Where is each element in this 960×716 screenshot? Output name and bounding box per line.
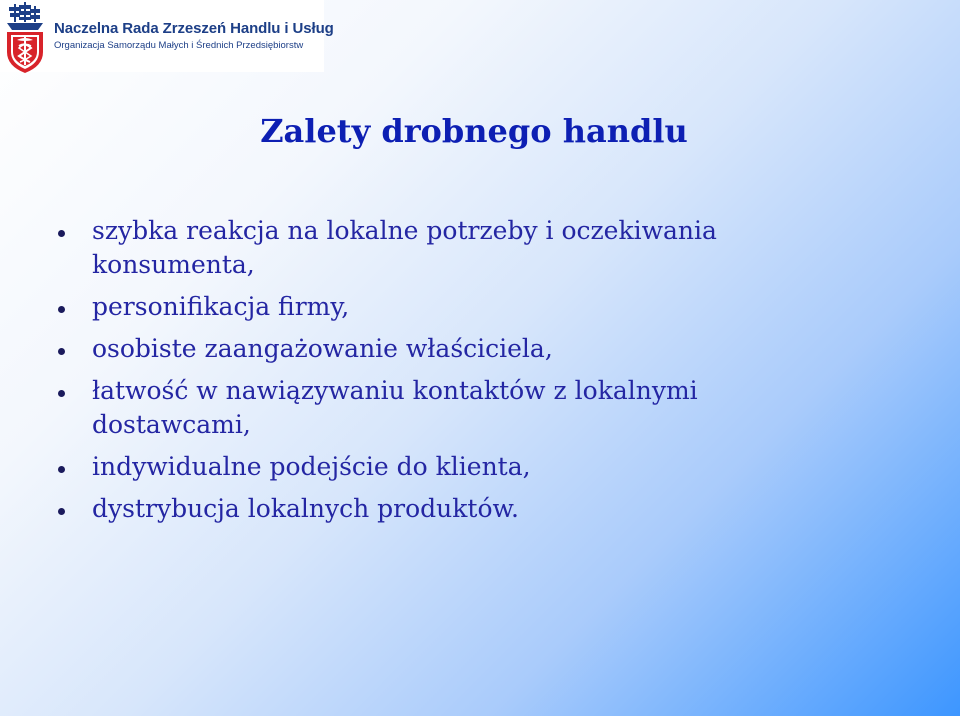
bullet-dot	[58, 306, 65, 313]
bullet-dot	[58, 508, 65, 515]
bullet-text: dystrybucja lokalnych produktów.	[92, 494, 519, 523]
bullet-item	[56, 374, 816, 442]
bullet-list	[56, 214, 816, 534]
bullet-text: szybka reakcja na lokalne potrzeby i oczekiwania konsumenta,	[92, 216, 717, 279]
bullet-text: personifikacja firmy,	[92, 292, 350, 321]
bullet-text: łatwość w nawiązywaniu kontaktów z lokalnymi dostawcami,	[92, 376, 698, 439]
bullet-text: osobiste zaangażowanie właściciela,	[92, 334, 553, 363]
slide-title: Zalety drobnego handlu	[260, 112, 688, 150]
header-band	[0, 0, 334, 72]
bullet-text: indywidualne podejście do klienta,	[92, 452, 531, 481]
organization-name: Naczelna Rada Zrzeszeń Handlu i Usług	[54, 20, 334, 37]
bullet-dot	[58, 230, 65, 237]
ship-and-caduceus-shield-icon	[4, 2, 46, 74]
bullet-item	[56, 290, 816, 324]
organization-subtitle: Organizacja Samorządu Małych i Średnich Przedsiębiorstw	[54, 40, 304, 51]
bullet-item	[56, 214, 816, 282]
bullet-item	[56, 492, 816, 526]
bullet-dot	[58, 466, 65, 473]
bullet-dot	[58, 390, 65, 397]
bullet-item	[56, 450, 816, 484]
bullet-dot	[58, 348, 65, 355]
bullet-item	[56, 332, 816, 366]
